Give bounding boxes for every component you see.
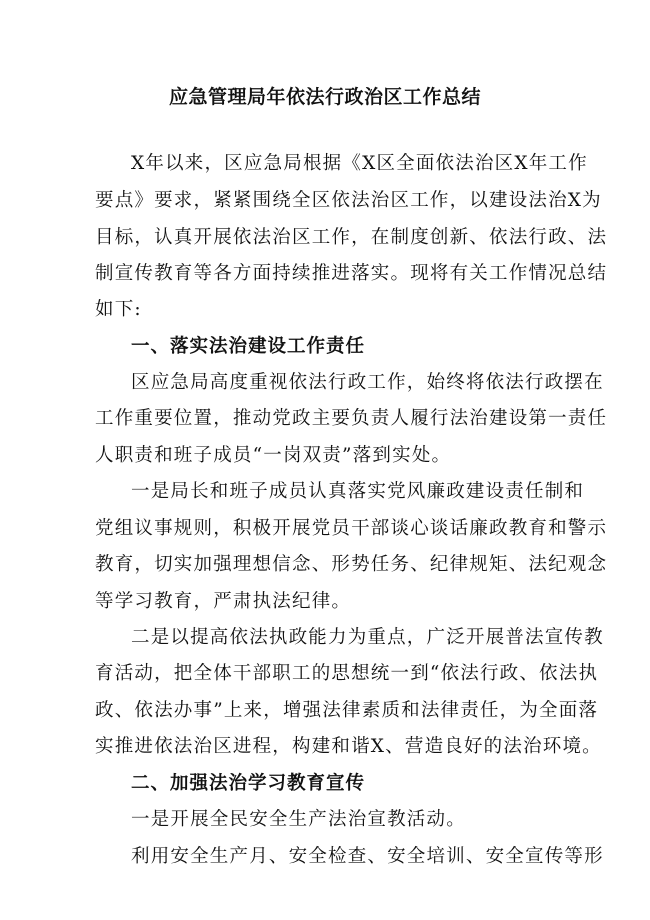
section-heading-1: 一、落实法治建设工作责任 (131, 336, 366, 357)
paragraph-s1a-line-1: 一是局长和班子成员认真落实党风廉政建设责任制和 (131, 481, 585, 502)
paragraph-intro-line-4: 制宣传教育等各方面持续推进落实。现将有关工作情况总结 (95, 263, 608, 284)
paragraph-s1b-line-2: 育活动，把全体干部职工的思想统一到“依法行政、依法执 (95, 663, 599, 684)
paragraph-s1a-line-3: 教育，切实加强理想信念、形势任务、纪律规矩、法纪观念 (95, 554, 608, 575)
paragraph-s2b-line-1: 利用安全生产月、安全检查、安全培训、安全宣传等形 (131, 846, 604, 867)
paragraph-s1-line-1: 区应急局高度重视依法行政工作，始终将依法行政摆在 (131, 372, 604, 393)
paragraph-s1-line-2: 工作重要位置，推动党政主要负责人履行法治建设第一责任 (95, 408, 608, 429)
paragraph-s2a-line-1: 一是开展全民安全生产法治宣教活动。 (131, 809, 466, 830)
paragraph-intro-line-1: X年以来，区应急局根据《X区全面依法治区X年工作 (131, 153, 588, 174)
section-heading-2: 二、加强法治学习教育宣传 (131, 773, 366, 794)
paragraph-intro-line-2: 要点》要求，紧紧围绕全区依法治区工作，以建设法治X为 (95, 190, 602, 211)
paragraph-s1-line-3: 人职责和班子成员“一岗双责”落到实处。 (95, 445, 452, 466)
paragraph-s1b-line-3: 政、依法办事”上来，增强法律素质和法律责任，为全面落 (95, 700, 599, 721)
paragraph-s1a-line-4: 等学习教育，严肃执法纪律。 (95, 591, 352, 612)
paragraph-s1a-line-2: 党组议事规则，积极开展党员干部谈心谈话廉政教育和警示 (95, 518, 608, 539)
document-title: 应急管理局年依法行政治区工作总结 (168, 86, 481, 108)
paragraph-intro-line-5: 如下: (95, 299, 142, 320)
paragraph-s1b-line-4: 实推进依法治区进程，构建和谐X、营造良好的法治环境。 (95, 736, 602, 757)
paragraph-s1b-line-1: 二是以提高依法执政能力为重点，广泛开展普法宣传教 (131, 627, 604, 648)
paragraph-intro-line-3: 目标，认真开展依法治区工作，在制度创新、依法行政、法 (95, 227, 608, 248)
